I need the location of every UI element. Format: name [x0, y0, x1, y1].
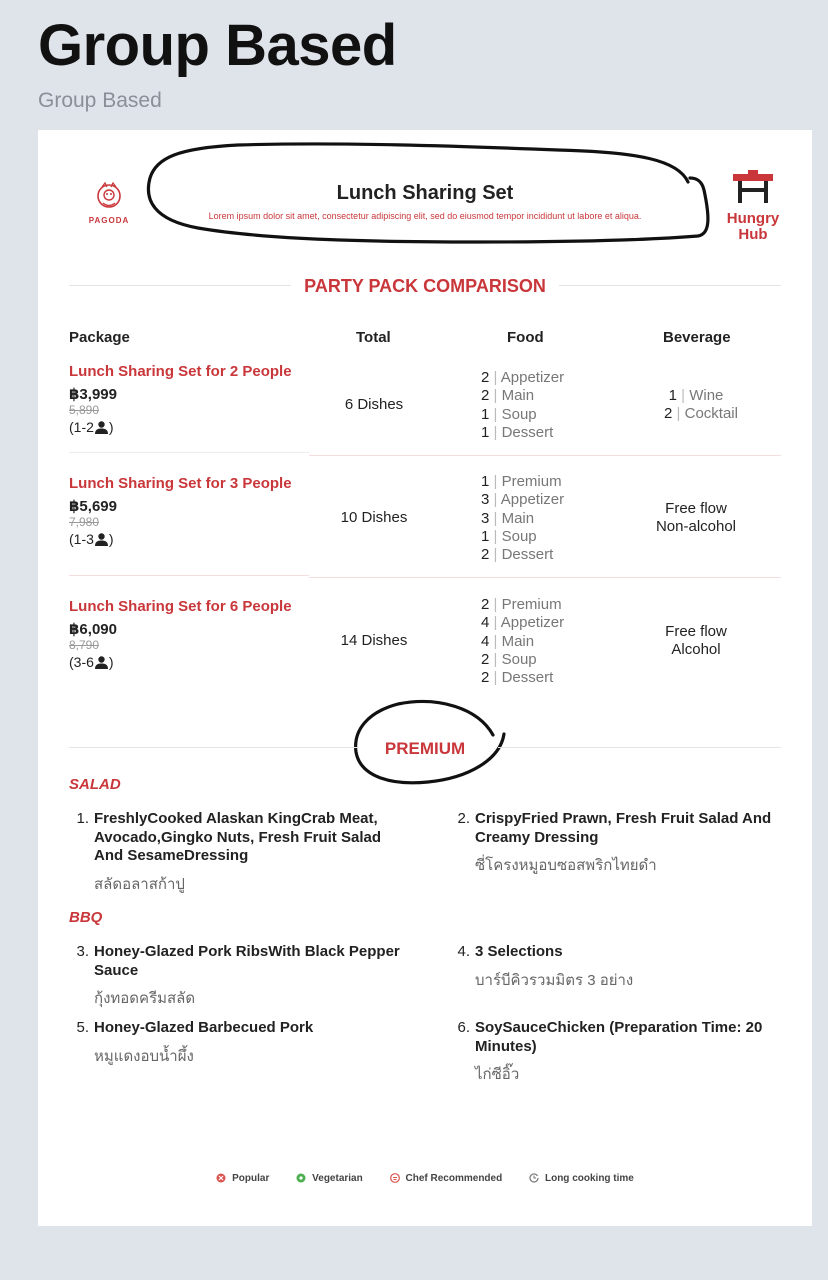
package-total: 10 Dishes	[340, 509, 408, 526]
chef-icon	[390, 1173, 400, 1183]
set-title: Lunch Sharing Set	[336, 182, 514, 204]
package-food-list: 1 | Premium 3 | Appetizer 3 | Main 1 | Soup 2 | Dessert	[481, 473, 565, 564]
menu-item[interactable]: 3. Honey-Glazed Pork RibsWith Black Pepper Sauce กุ้งทอดครีมสลัด	[76, 943, 400, 1007]
col-header-package: Package	[69, 329, 130, 346]
restaurant-logo-text: PAGODA	[88, 216, 130, 225]
package-old-price: 5,890	[69, 403, 100, 417]
row-divider	[309, 577, 781, 578]
hungryhub-logo	[718, 170, 788, 243]
menu-item[interactable]: 1. FreshlyCooked Alaskan KingCrab Meat, Avocado,Gingko Nuts, Fresh Fruit Salad And SesameDressing สลัดอลาสก้าปู	[76, 810, 381, 893]
legend-chef: Chef Recommended	[390, 1173, 503, 1184]
legend-vegetarian: Vegetarian	[296, 1173, 363, 1184]
legend	[38, 1173, 812, 1184]
package-row	[69, 475, 309, 547]
package-price: ฿5,699	[69, 498, 117, 515]
row-divider	[69, 575, 309, 576]
package-name[interactable]: Lunch Sharing Set for 3 People	[69, 475, 292, 492]
premium-title: PREMIUM	[384, 739, 466, 758]
brand-name: Hungry Hub	[726, 210, 780, 243]
menu-item[interactable]: 2. CrispyFried Prawn, Fresh Fruit Salad And Creamy Dressing ซี่โครงหมูอบซอสพริกไทยดำ	[457, 810, 772, 874]
package-old-price: 8,790	[69, 638, 100, 652]
category-salad: SALAD	[69, 776, 121, 793]
legend-long-cooking: Long cooking time	[529, 1173, 634, 1184]
package-price: ฿6,090	[69, 621, 117, 638]
col-header-beverage: Beverage	[663, 329, 731, 346]
vegetarian-icon	[296, 1173, 306, 1183]
row-divider	[309, 455, 781, 456]
package-total: 6 Dishes	[344, 396, 404, 413]
category-bbq: BBQ	[69, 909, 103, 926]
package-row	[69, 598, 309, 670]
clock-icon	[529, 1173, 539, 1183]
legend-popular: Popular	[216, 1173, 269, 1184]
menu-item[interactable]: 5. Honey-Glazed Barbecued Pork หมูแดงอบน้ำผึ้ง	[76, 1019, 314, 1065]
package-pax: (1-3 )	[69, 531, 114, 547]
package-food-list: 2 | Premium 4 | Appetizer 4 | Main 2 | Soup 2 | Dessert	[481, 596, 565, 687]
col-header-food: Food	[507, 329, 544, 346]
menu-header	[38, 130, 812, 260]
page-title: Group Based	[38, 13, 397, 78]
package-old-price: 7,980	[69, 515, 100, 529]
col-header-total: Total	[356, 329, 391, 346]
person-icon	[94, 421, 109, 434]
package-price: ฿3,999	[69, 386, 117, 403]
package-row	[69, 363, 309, 435]
menu-item[interactable]: 6. SoySauceChicken (Preparation Time: 20 Minutes) ไก่ซีอิ๊ว	[457, 1019, 763, 1083]
person-icon	[94, 533, 109, 546]
menu-item[interactable]: 4. 3 Selections บาร์บีคิวรวมมิตร 3 อย่าง	[457, 943, 634, 989]
package-beverage: 1 | Wine 2 | Cocktail	[664, 387, 738, 423]
person-icon	[94, 656, 109, 669]
package-name[interactable]: Lunch Sharing Set for 2 People	[69, 363, 292, 380]
table-icon	[731, 170, 775, 204]
package-pax: (3-6 )	[69, 654, 114, 670]
package-food-list: 2 | Appetizer 2 | Main 1 | Soup 1 | Dessert	[481, 369, 565, 441]
package-pax: (1-2 )	[69, 419, 114, 435]
package-beverage: Free flow Non-alcohol	[655, 500, 737, 536]
page-subtitle: Group Based	[38, 89, 162, 112]
row-divider	[69, 452, 309, 453]
menu-card	[38, 130, 812, 1226]
popular-icon	[216, 1173, 226, 1183]
set-description: Lorem ipsum dolor sit amet, consectetur adipiscing elit, sed do eiusmod tempor incididunt ut labore et aliqua.	[208, 211, 642, 221]
comparison-title: PARTY PACK COMPARISON	[304, 276, 546, 296]
package-beverage: Free flow Alcohol	[665, 623, 727, 659]
package-total: 14 Dishes	[340, 632, 408, 649]
package-name[interactable]: Lunch Sharing Set for 6 People	[69, 598, 292, 615]
